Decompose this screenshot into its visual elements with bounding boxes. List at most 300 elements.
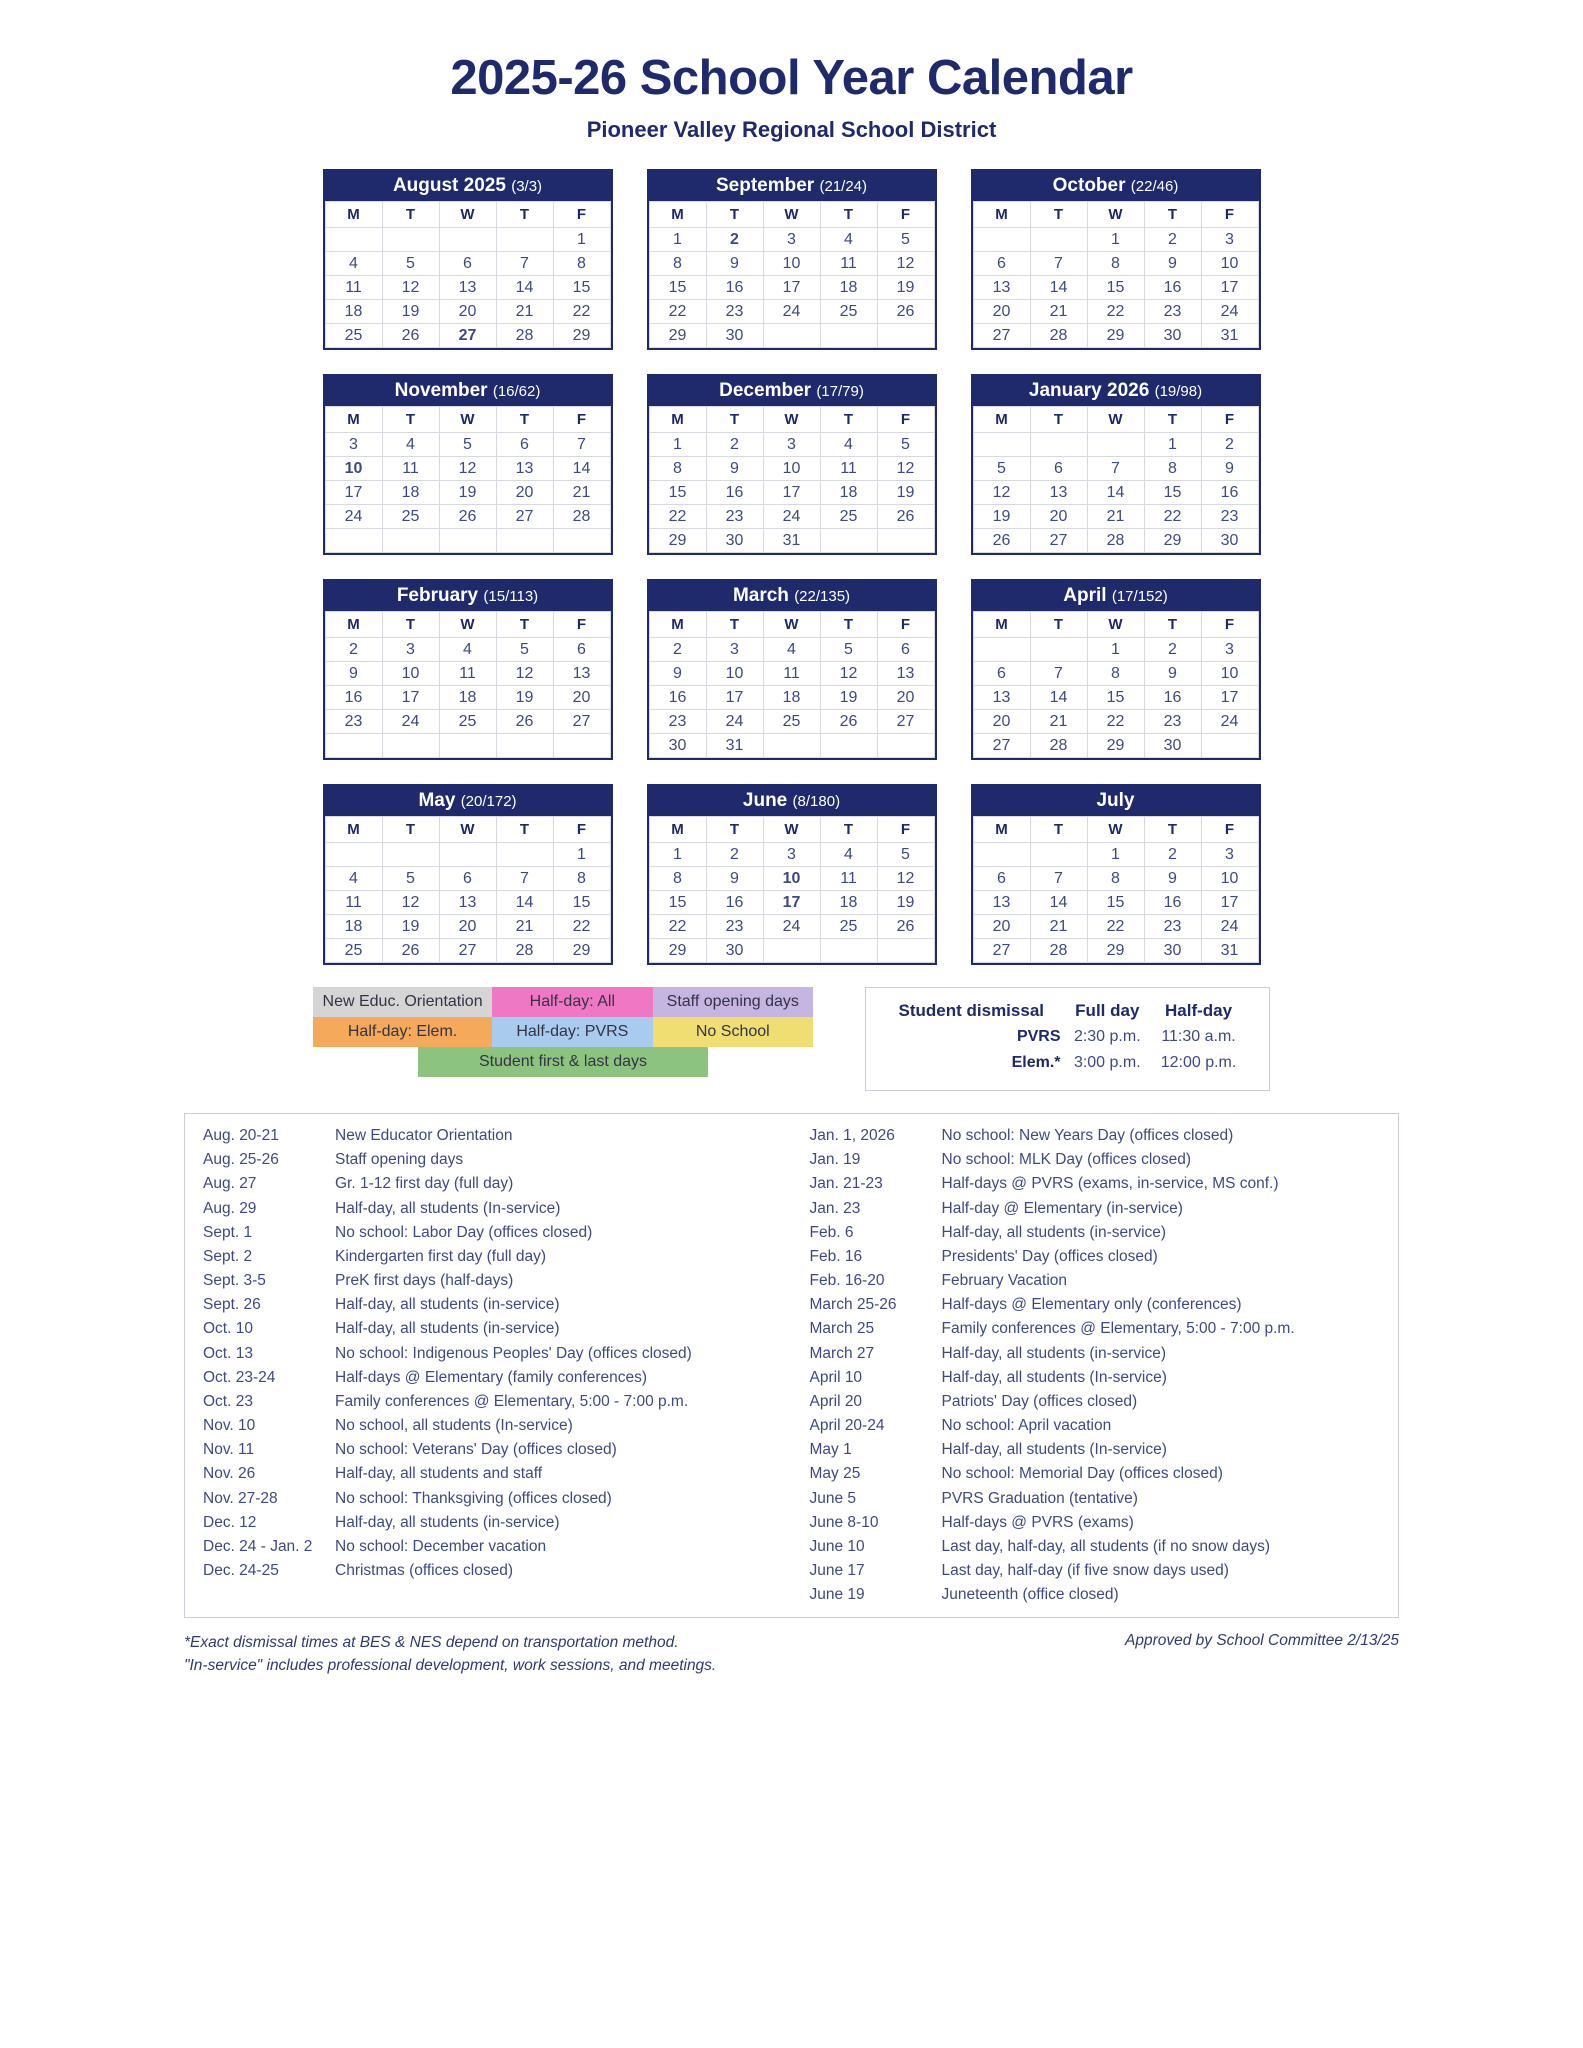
weekday-header-row bbox=[649, 612, 934, 638]
date-list-row bbox=[203, 1293, 780, 1317]
day-cell: 4 bbox=[325, 867, 382, 891]
month-day-count: (21/24) bbox=[819, 178, 867, 195]
weekday-header: W bbox=[1087, 817, 1144, 843]
month-day-count: (17/79) bbox=[816, 383, 864, 400]
day-cell: 2 bbox=[706, 228, 763, 252]
empty-cell bbox=[382, 734, 439, 758]
day-cell: 27 bbox=[439, 324, 496, 348]
day-cell: 20 bbox=[973, 915, 1030, 939]
day-cell: 26 bbox=[877, 505, 934, 529]
day-cell: 25 bbox=[763, 710, 820, 734]
legend-half-day-pvrs: Half-day: PVRS bbox=[492, 1017, 652, 1047]
date-list-row bbox=[810, 1317, 1387, 1341]
month-day-count: (20/172) bbox=[460, 793, 517, 810]
day-cell: 19 bbox=[820, 686, 877, 710]
day-cell: 12 bbox=[973, 481, 1030, 505]
footer-notes bbox=[184, 1632, 716, 1677]
day-cell: 1 bbox=[649, 843, 706, 867]
week-row bbox=[973, 300, 1258, 324]
empty-cell bbox=[877, 939, 934, 963]
date-description: Half-day, all students (In-service) bbox=[941, 1368, 1167, 1386]
day-cell: 10 bbox=[1201, 252, 1258, 276]
day-cell: 24 bbox=[763, 300, 820, 324]
week-row bbox=[325, 481, 610, 505]
day-cell: 29 bbox=[649, 939, 706, 963]
date-list-row bbox=[810, 1197, 1387, 1221]
day-cell: 6 bbox=[973, 867, 1030, 891]
dismissal-pvrs-half: 11:30 a.m. bbox=[1161, 1028, 1236, 1045]
day-cell: 7 bbox=[553, 433, 610, 457]
weekday-header: M bbox=[973, 407, 1030, 433]
day-cell: 24 bbox=[763, 505, 820, 529]
day-cell: 25 bbox=[820, 505, 877, 529]
day-cell: 28 bbox=[1030, 324, 1087, 348]
day-cell: 11 bbox=[325, 276, 382, 300]
day-cell: 26 bbox=[439, 505, 496, 529]
day-cell: 9 bbox=[649, 662, 706, 686]
day-cell: 9 bbox=[325, 662, 382, 686]
date-description: February Vacation bbox=[941, 1272, 1067, 1290]
empty-cell bbox=[820, 324, 877, 348]
empty-cell bbox=[877, 324, 934, 348]
week-row bbox=[973, 867, 1258, 891]
week-row bbox=[325, 457, 610, 481]
day-cell: 19 bbox=[382, 300, 439, 324]
day-cell: 18 bbox=[325, 300, 382, 324]
week-row bbox=[649, 505, 934, 529]
day-cell: 11 bbox=[763, 662, 820, 686]
weekday-header: T bbox=[1144, 612, 1201, 638]
month-day-count: (16/62) bbox=[492, 383, 541, 400]
date-list-row bbox=[810, 1342, 1387, 1366]
day-cell: 16 bbox=[649, 686, 706, 710]
weekday-header: T bbox=[706, 407, 763, 433]
day-cell: 3 bbox=[763, 843, 820, 867]
day-cell: 3 bbox=[1201, 843, 1258, 867]
date-label: Aug. 27 bbox=[203, 1175, 257, 1193]
week-row bbox=[973, 505, 1258, 529]
date-list-row bbox=[810, 1390, 1387, 1414]
empty-cell bbox=[553, 734, 610, 758]
week-row bbox=[325, 638, 610, 662]
day-cell: 11 bbox=[820, 867, 877, 891]
month-header bbox=[325, 376, 611, 406]
day-cell: 12 bbox=[820, 662, 877, 686]
legend-new-educ-orientation: New Educ. Orientation bbox=[313, 987, 492, 1017]
empty-cell bbox=[325, 228, 382, 252]
day-cell: 15 bbox=[1087, 276, 1144, 300]
week-row bbox=[325, 915, 610, 939]
week-row bbox=[649, 457, 934, 481]
month-day-count: (19/98) bbox=[1154, 383, 1203, 400]
weekday-header-row bbox=[649, 407, 934, 433]
empty-cell bbox=[553, 529, 610, 553]
date-description: New Educator Orientation bbox=[335, 1127, 513, 1144]
weekday-header: T bbox=[496, 817, 553, 843]
day-cell: 30 bbox=[706, 939, 763, 963]
weekday-header: T bbox=[1144, 817, 1201, 843]
date-label: Dec. 24 - Jan. 2 bbox=[203, 1537, 313, 1555]
weekday-header: T bbox=[382, 612, 439, 638]
weekday-header-row bbox=[325, 817, 610, 843]
legend-half-day-elem: Half-day: Elem. bbox=[313, 1017, 492, 1047]
day-cell: 3 bbox=[382, 638, 439, 662]
day-cell: 21 bbox=[496, 300, 553, 324]
day-cell: 15 bbox=[1087, 891, 1144, 915]
weekday-header: M bbox=[325, 612, 382, 638]
month-block bbox=[647, 169, 937, 350]
day-cell: 24 bbox=[382, 710, 439, 734]
day-cell: 8 bbox=[1144, 457, 1201, 481]
week-row bbox=[649, 252, 934, 276]
month-name: March bbox=[732, 585, 789, 606]
empty-cell bbox=[877, 734, 934, 758]
date-label: Oct. 23 bbox=[203, 1392, 253, 1410]
week-row bbox=[649, 915, 934, 939]
date-description: Half-day, all students (in-service) bbox=[335, 1296, 560, 1314]
month-day-count: (22/46) bbox=[1130, 178, 1179, 195]
day-cell: 12 bbox=[877, 867, 934, 891]
weekday-header: M bbox=[649, 407, 706, 433]
day-cell: 29 bbox=[1087, 939, 1144, 963]
date-description: Christmas (offices closed) bbox=[335, 1562, 514, 1580]
day-cell: 26 bbox=[973, 529, 1030, 553]
day-cell: 10 bbox=[1201, 662, 1258, 686]
empty-cell bbox=[496, 529, 553, 553]
day-cell: 2 bbox=[706, 843, 763, 867]
date-description: No school: April vacation bbox=[941, 1417, 1112, 1435]
day-cell: 23 bbox=[706, 300, 763, 324]
date-description: Kindergarten first day (full day) bbox=[335, 1247, 547, 1265]
day-cell: 22 bbox=[649, 915, 706, 939]
week-row bbox=[649, 638, 934, 662]
day-cell: 14 bbox=[496, 276, 553, 300]
date-description: Staff opening days bbox=[335, 1151, 464, 1169]
day-cell: 13 bbox=[973, 276, 1030, 300]
day-cell: 14 bbox=[496, 891, 553, 915]
day-cell: 22 bbox=[553, 915, 610, 939]
date-list-row bbox=[203, 1559, 780, 1583]
day-cell: 17 bbox=[763, 481, 820, 505]
week-row bbox=[325, 505, 610, 529]
weekday-header: T bbox=[706, 817, 763, 843]
day-cell: 30 bbox=[706, 324, 763, 348]
day-cell: 17 bbox=[382, 686, 439, 710]
empty-cell bbox=[325, 529, 382, 553]
day-cell: 27 bbox=[553, 710, 610, 734]
date-list-left-column bbox=[185, 1124, 792, 1607]
date-label: April 20 bbox=[809, 1392, 863, 1410]
weekday-header: T bbox=[382, 407, 439, 433]
day-cell: 28 bbox=[1087, 529, 1144, 553]
day-cell: 24 bbox=[1201, 915, 1258, 939]
empty-cell bbox=[973, 433, 1030, 457]
day-cell: 7 bbox=[496, 867, 553, 891]
important-dates-list bbox=[184, 1113, 1399, 1618]
weekday-header: T bbox=[1030, 407, 1087, 433]
day-cell: 6 bbox=[973, 252, 1030, 276]
dismissal-elem-half: 12:00 p.m. bbox=[1160, 1054, 1237, 1071]
day-cell: 2 bbox=[325, 638, 382, 662]
empty-cell bbox=[1030, 228, 1087, 252]
day-cell: 21 bbox=[553, 481, 610, 505]
day-cell: 16 bbox=[706, 276, 763, 300]
week-row bbox=[973, 433, 1258, 457]
date-list-row bbox=[203, 1172, 780, 1196]
weekday-header: W bbox=[763, 817, 820, 843]
weekday-header: T bbox=[382, 202, 439, 228]
empty-cell bbox=[439, 529, 496, 553]
day-cell: 24 bbox=[763, 915, 820, 939]
day-cell: 11 bbox=[325, 891, 382, 915]
empty-cell bbox=[1201, 734, 1258, 758]
day-cell: 1 bbox=[1087, 228, 1144, 252]
legend-student-first-last-days: Student first & last days bbox=[418, 1047, 708, 1077]
day-cell: 7 bbox=[1030, 252, 1087, 276]
day-cell: 9 bbox=[1144, 662, 1201, 686]
day-cell: 19 bbox=[973, 505, 1030, 529]
day-cell: 12 bbox=[382, 276, 439, 300]
day-cell: 14 bbox=[1030, 891, 1087, 915]
weekday-header: T bbox=[1030, 612, 1087, 638]
weekday-header-row bbox=[973, 407, 1258, 433]
day-cell: 6 bbox=[439, 252, 496, 276]
month-header bbox=[649, 581, 935, 611]
weekday-header: T bbox=[496, 202, 553, 228]
date-label: April 20-24 bbox=[809, 1417, 885, 1435]
week-row bbox=[973, 662, 1258, 686]
day-cell: 25 bbox=[820, 915, 877, 939]
dismissal-col-full-day: Full day bbox=[1075, 1001, 1140, 1020]
empty-cell bbox=[973, 843, 1030, 867]
day-cell: 7 bbox=[1087, 457, 1144, 481]
week-row bbox=[325, 324, 610, 348]
date-list-right-column bbox=[792, 1124, 1399, 1607]
day-cell: 22 bbox=[553, 300, 610, 324]
day-cell: 26 bbox=[877, 915, 934, 939]
dismissal-table bbox=[878, 998, 1247, 1076]
date-label: Dec. 12 bbox=[203, 1513, 257, 1531]
weekday-header: W bbox=[439, 612, 496, 638]
date-list-row bbox=[810, 1172, 1387, 1196]
date-description: Half-day, all students (in-service) bbox=[335, 1320, 560, 1338]
month-name: January 2026 bbox=[1028, 380, 1150, 401]
date-description: Gr. 1-12 first day (full day) bbox=[335, 1175, 514, 1193]
date-description: Last day, half-day (if five snow days used) bbox=[941, 1562, 1229, 1580]
date-label: June 19 bbox=[809, 1586, 865, 1604]
day-cell: 31 bbox=[706, 734, 763, 758]
day-cell: 18 bbox=[820, 276, 877, 300]
week-row bbox=[973, 939, 1258, 963]
empty-cell bbox=[1030, 638, 1087, 662]
weekday-header: W bbox=[763, 612, 820, 638]
weekday-header: T bbox=[820, 407, 877, 433]
date-description: Presidents' Day (offices closed) bbox=[941, 1247, 1158, 1265]
weekday-header: F bbox=[877, 612, 934, 638]
day-cell: 18 bbox=[439, 686, 496, 710]
legend bbox=[313, 987, 813, 1077]
day-cell: 29 bbox=[553, 939, 610, 963]
weekday-header: T bbox=[1030, 202, 1087, 228]
month-table bbox=[649, 201, 935, 348]
day-cell: 3 bbox=[325, 433, 382, 457]
day-cell: 2 bbox=[1144, 638, 1201, 662]
month-table bbox=[973, 201, 1259, 348]
weekday-header: M bbox=[973, 202, 1030, 228]
date-label: Jan. 21-23 bbox=[809, 1175, 883, 1193]
weekday-header: F bbox=[553, 612, 610, 638]
weekday-header: W bbox=[1087, 202, 1144, 228]
day-cell: 17 bbox=[325, 481, 382, 505]
empty-cell bbox=[763, 939, 820, 963]
date-description: Half-days @ Elementary only (conferences) bbox=[941, 1296, 1242, 1314]
empty-cell bbox=[325, 843, 382, 867]
day-cell: 31 bbox=[1201, 324, 1258, 348]
weekday-header-row bbox=[973, 612, 1258, 638]
day-cell: 11 bbox=[382, 457, 439, 481]
date-description: Half-day, all students and staff bbox=[335, 1465, 543, 1483]
day-cell: 4 bbox=[439, 638, 496, 662]
day-cell: 21 bbox=[1030, 915, 1087, 939]
weekday-header: F bbox=[1201, 817, 1258, 843]
empty-cell bbox=[763, 324, 820, 348]
week-row bbox=[649, 300, 934, 324]
day-cell: 6 bbox=[553, 638, 610, 662]
day-cell: 30 bbox=[1144, 324, 1201, 348]
date-description: Half-day, all students (in-service) bbox=[941, 1344, 1167, 1362]
weekday-header: T bbox=[820, 817, 877, 843]
week-row bbox=[649, 228, 934, 252]
day-cell: 13 bbox=[1030, 481, 1087, 505]
weekday-header: T bbox=[1144, 407, 1201, 433]
day-cell: 25 bbox=[820, 300, 877, 324]
date-description: Half-day, all students (In-service) bbox=[941, 1441, 1167, 1459]
day-cell: 23 bbox=[706, 505, 763, 529]
weekday-header: F bbox=[553, 817, 610, 843]
day-cell: 17 bbox=[706, 686, 763, 710]
month-table bbox=[973, 816, 1259, 963]
month-name: June bbox=[742, 790, 788, 811]
day-cell: 13 bbox=[439, 276, 496, 300]
date-list-row bbox=[810, 1438, 1387, 1462]
date-label: Sept. 3-5 bbox=[203, 1272, 266, 1290]
day-cell: 6 bbox=[439, 867, 496, 891]
day-cell: 20 bbox=[973, 300, 1030, 324]
date-list-row bbox=[810, 1535, 1387, 1559]
dismissal-elem-full: 3:00 p.m. bbox=[1073, 1054, 1141, 1071]
week-row bbox=[649, 939, 934, 963]
weekday-header: M bbox=[325, 817, 382, 843]
day-cell: 11 bbox=[439, 662, 496, 686]
day-cell: 20 bbox=[973, 710, 1030, 734]
week-row bbox=[973, 252, 1258, 276]
legend-line-3 bbox=[313, 1047, 813, 1077]
weekday-header: M bbox=[325, 407, 382, 433]
day-cell: 20 bbox=[496, 481, 553, 505]
month-name: December bbox=[719, 380, 812, 401]
footnote-dismissal-times: *Exact dismissal times at BES & NES depend on transportation method. bbox=[184, 1634, 679, 1652]
day-cell: 9 bbox=[1144, 867, 1201, 891]
day-cell: 9 bbox=[706, 867, 763, 891]
empty-cell bbox=[820, 939, 877, 963]
day-cell: 2 bbox=[649, 638, 706, 662]
date-list-row bbox=[203, 1148, 780, 1172]
day-cell: 20 bbox=[553, 686, 610, 710]
day-cell: 6 bbox=[1030, 457, 1087, 481]
empty-cell bbox=[820, 734, 877, 758]
weekday-header: T bbox=[706, 202, 763, 228]
dismissal-label-elem: Elem.* bbox=[1011, 1054, 1061, 1071]
day-cell: 29 bbox=[649, 324, 706, 348]
month-table bbox=[649, 406, 935, 553]
weekday-header: W bbox=[439, 817, 496, 843]
weekday-header: F bbox=[553, 407, 610, 433]
date-list-row bbox=[203, 1197, 780, 1221]
day-cell: 12 bbox=[877, 457, 934, 481]
dismissal-label-pvrs: PVRS bbox=[1016, 1028, 1061, 1045]
day-cell: 28 bbox=[1030, 939, 1087, 963]
weekday-header-row bbox=[649, 817, 934, 843]
day-cell: 12 bbox=[382, 891, 439, 915]
footer bbox=[184, 1618, 1399, 1677]
day-cell: 29 bbox=[1087, 324, 1144, 348]
day-cell: 20 bbox=[877, 686, 934, 710]
day-cell: 8 bbox=[649, 252, 706, 276]
day-cell: 19 bbox=[439, 481, 496, 505]
day-cell: 5 bbox=[820, 638, 877, 662]
date-list-row bbox=[810, 1462, 1387, 1486]
day-cell: 14 bbox=[553, 457, 610, 481]
date-label: Feb. 16-20 bbox=[809, 1272, 885, 1290]
day-cell: 4 bbox=[325, 252, 382, 276]
day-cell: 10 bbox=[763, 252, 820, 276]
month-block bbox=[323, 579, 613, 760]
month-header bbox=[649, 171, 935, 201]
day-cell: 26 bbox=[496, 710, 553, 734]
week-row bbox=[325, 662, 610, 686]
day-cell: 19 bbox=[877, 891, 934, 915]
month-day-count: (22/135) bbox=[794, 588, 851, 605]
date-label: Jan. 23 bbox=[809, 1199, 861, 1217]
weekday-header: M bbox=[973, 817, 1030, 843]
day-cell: 5 bbox=[382, 252, 439, 276]
date-list-row bbox=[203, 1342, 780, 1366]
month-header bbox=[325, 786, 611, 816]
legend-line-2 bbox=[313, 1017, 813, 1047]
month-name: April bbox=[1063, 585, 1107, 606]
day-cell: 22 bbox=[649, 300, 706, 324]
day-cell: 24 bbox=[325, 505, 382, 529]
day-cell: 5 bbox=[877, 843, 934, 867]
day-cell: 26 bbox=[877, 300, 934, 324]
day-cell: 27 bbox=[1030, 529, 1087, 553]
footer-approved: Approved by School Committee 2/13/25 bbox=[1125, 1632, 1399, 1650]
empty-cell bbox=[496, 228, 553, 252]
day-cell: 16 bbox=[706, 481, 763, 505]
date-description: Half-days @ PVRS (exams) bbox=[941, 1513, 1134, 1531]
week-row bbox=[325, 433, 610, 457]
day-cell: 5 bbox=[496, 638, 553, 662]
weekday-header: F bbox=[877, 407, 934, 433]
month-block bbox=[323, 374, 613, 555]
date-label: Aug. 25-26 bbox=[203, 1151, 279, 1169]
day-cell: 15 bbox=[649, 891, 706, 915]
date-label: Sept. 1 bbox=[203, 1223, 253, 1241]
empty-cell bbox=[496, 843, 553, 867]
day-cell: 1 bbox=[553, 843, 610, 867]
day-cell: 16 bbox=[1144, 276, 1201, 300]
day-cell: 17 bbox=[763, 276, 820, 300]
